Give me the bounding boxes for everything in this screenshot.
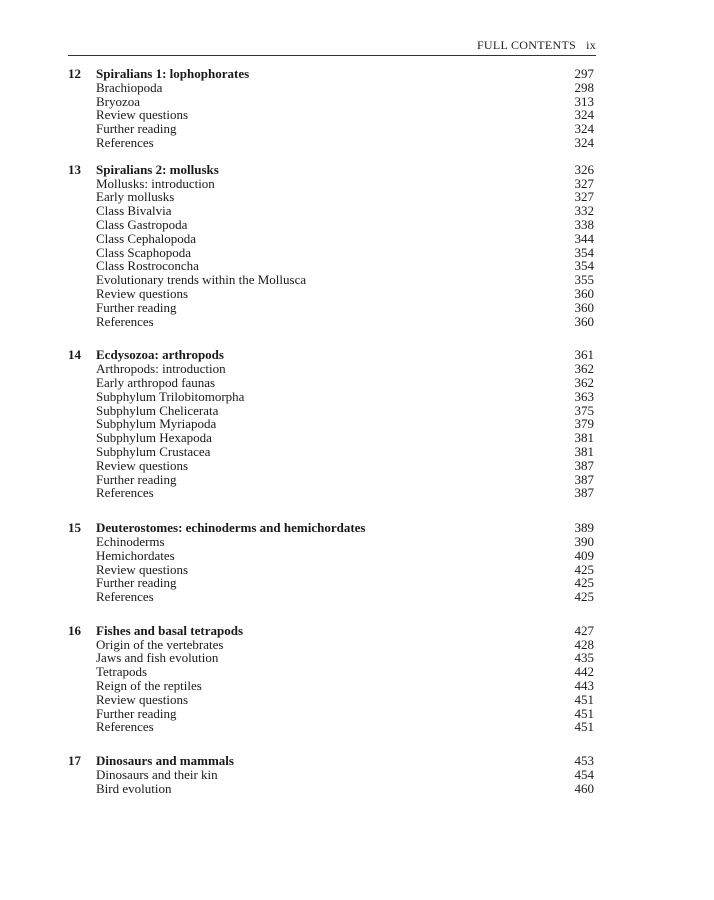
chapter-16 [68,624,596,734]
toc-entry-title: Tetrapods [96,664,148,680]
toc-entry[interactable] [68,190,596,204]
toc-entry-page-number: 451 [574,705,594,721]
running-head-title: FULL CONTENTS [476,38,577,52]
toc-entry[interactable] [68,445,596,459]
toc-entry-page-number: 327 [574,175,594,191]
chapter-page-number: 297 [574,66,594,81]
toc-entry-title: Subphylum Trilobitomorpha [96,388,245,404]
toc-entry[interactable] [68,473,596,487]
toc-entry-page-number: 379 [574,416,594,432]
toc-entry[interactable] [68,768,596,782]
toc-entry-title: Early arthropod faunas [96,374,216,390]
toc-entry[interactable] [68,122,596,136]
toc-entry-page-number: 313 [574,93,594,109]
chapter-12 [68,67,596,150]
chapter-number: 15 [68,520,81,536]
toc-entry[interactable] [68,486,596,500]
toc-entry-title: Echinoderms [96,533,165,549]
chapter-title: Ecdysozoa: arthropods [96,347,224,363]
chapter-title: Spiralians 2: mollusks [96,161,219,177]
toc-entry-title: Review questions [96,285,189,301]
toc-entry-page-number: 344 [574,230,594,246]
toc-entry-page-number: 381 [574,430,594,446]
toc-entry-title: Arthropods: introduction [96,361,226,377]
chapter-title: Spiralians 1: lophophorates [96,66,250,81]
toc-entry-title: Mollusks: introduction [96,175,215,191]
toc-entry[interactable] [68,679,596,693]
chapter-heading[interactable] [68,163,596,177]
toc-entry[interactable] [68,693,596,707]
toc-entry-title: Jaws and fish evolution [96,650,219,666]
toc-entry-page-number: 354 [574,258,594,274]
toc-entry-page-number: 360 [574,299,594,315]
toc-entry-title: Class Gastropoda [96,216,188,232]
toc-entry-page-number: 324 [574,107,594,123]
toc-entry-title: Further reading [96,705,177,721]
toc-entry-title: Class Bivalvia [96,203,172,219]
toc-entry-page-number: 451 [574,719,594,735]
toc-entry[interactable] [68,95,596,109]
toc-entry[interactable] [68,720,596,734]
toc-entry-title: Subphylum Hexapoda [96,430,212,446]
toc-entry-page-number: 387 [574,485,594,501]
chapter-title: Deuterostomes: echinoderms and hemichordates [96,520,366,536]
chapter-heading[interactable] [68,521,596,535]
chapter-number: 13 [68,161,81,177]
toc-entry[interactable] [68,232,596,246]
chapter-page-number: 453 [574,753,594,769]
chapter-15 [68,521,596,604]
toc-entry[interactable] [68,563,596,577]
toc-entry[interactable] [68,417,596,431]
toc-entry-title: Further reading [96,471,177,487]
chapter-number: 17 [68,753,81,769]
toc-entry-page-number: 387 [574,471,594,487]
toc-entry-title: Further reading [96,121,177,137]
header-rule [68,55,596,56]
chapter-number: 12 [68,66,81,81]
toc-entry-title: Class Rostroconcha [96,258,199,274]
toc-entry-page-number: 360 [574,313,594,329]
toc-entry-title: References [96,485,154,501]
toc-entry[interactable] [68,431,596,445]
chapter-number: 14 [68,347,81,363]
toc-entry-page-number: 375 [574,402,594,418]
toc-entry-page-number: 362 [574,374,594,390]
toc-entry[interactable] [68,782,596,796]
toc-entry-title: Further reading [96,299,177,315]
toc-entry-page-number: 354 [574,244,594,260]
toc-entry-page-number: 355 [574,272,594,288]
toc-entry[interactable] [68,638,596,652]
toc-entry-page-number: 362 [574,361,594,377]
toc-entry[interactable] [68,177,596,191]
toc-entry[interactable] [68,549,596,563]
toc-entry[interactable] [68,590,596,604]
toc-entry-page-number: 327 [574,189,594,205]
toc-entry[interactable] [68,136,596,150]
toc-entry-title: Review questions [96,457,189,473]
toc-entry-page-number: 425 [574,561,594,577]
chapter-13 [68,163,596,329]
toc-entry-page-number: 409 [574,547,594,563]
toc-entry-page-number: 460 [574,780,594,796]
toc-entry-page-number: 428 [574,636,594,652]
toc-entry-title: Subphylum Chelicerata [96,402,219,418]
toc-entry[interactable] [68,390,596,404]
toc-entry[interactable] [68,404,596,418]
toc-entry-title: Dinosaurs and their kin [96,767,218,783]
toc-entry-title: Review questions [96,561,189,577]
toc-entry-title: Subphylum Myriapoda [96,416,217,432]
toc-entry[interactable] [68,376,596,390]
toc-entry-page-number: 338 [574,216,594,232]
toc-entry[interactable] [68,81,596,95]
toc-entry[interactable] [68,459,596,473]
chapter-heading[interactable] [68,348,596,362]
chapter-14 [68,348,596,500]
toc-entry-page-number: 390 [574,533,594,549]
toc-entry-page-number: 435 [574,650,594,666]
toc-entry-page-number: 387 [574,457,594,473]
toc-entry-title: Further reading [96,575,177,591]
toc-entry[interactable] [68,665,596,679]
toc-entry-page-number: 381 [574,443,594,459]
toc-entry[interactable] [68,535,596,549]
toc-entry-title: References [96,134,154,150]
toc-entry-title: Subphylum Crustacea [96,443,211,459]
toc-entry-title: Class Cephalopoda [96,230,197,246]
toc-entry-title: Origin of the vertebrates [96,636,224,652]
toc-entry-page-number: 443 [574,678,594,694]
toc-entry-page-number: 451 [574,691,594,707]
toc-entry-title: References [96,313,154,329]
chapter-page-number: 361 [574,347,594,363]
toc-entry-title: Early mollusks [96,189,175,205]
chapter-title: Dinosaurs and mammals [96,753,234,769]
toc-entry-page-number: 425 [574,575,594,591]
chapter-page-number: 427 [574,622,594,638]
toc-entry-page-number: 360 [574,285,594,301]
toc-entry[interactable] [68,707,596,721]
toc-entry-page-number: 324 [574,134,594,150]
toc-entry-page-number: 332 [574,203,594,219]
toc-entry-title: Class Scaphopoda [96,244,191,260]
toc-entry[interactable] [68,218,596,232]
chapter-17 [68,754,596,795]
chapter-number: 16 [68,622,81,638]
toc-entry[interactable] [68,204,596,218]
chapter-title: Fishes and basal tetrapods [96,622,243,638]
toc-entry[interactable] [68,108,596,122]
toc-entry-title: References [96,719,154,735]
chapter-page-number: 326 [574,161,594,177]
toc-entry-title: Evolutionary trends within the Mollusca [96,272,307,288]
toc-entry[interactable] [68,259,596,273]
toc-entry-page-number: 324 [574,121,594,137]
toc-entry-page-number: 442 [574,664,594,680]
toc-entry[interactable] [68,287,596,301]
toc-entry[interactable] [68,651,596,665]
chapter-page-number: 389 [574,520,594,536]
toc-entry-title: References [96,589,154,605]
toc-entry-title: Bryozoa [96,93,141,109]
toc-entry[interactable] [68,362,596,376]
toc-entry-page-number: 298 [574,79,594,95]
toc-entry-title: Brachiopoda [96,79,163,95]
chapter-heading[interactable] [68,67,596,81]
chapter-heading[interactable] [68,754,596,768]
running-head-page-number: ix [586,38,596,52]
table-of-contents [68,67,596,796]
toc-entry-title: Review questions [96,691,189,707]
toc-entry-page-number: 454 [574,767,594,783]
toc-entry-title: Review questions [96,107,189,123]
toc-entry-title: Reign of the reptiles [96,678,202,694]
chapter-heading[interactable] [68,624,596,638]
toc-entry-page-number: 363 [574,388,594,404]
toc-entry[interactable] [68,315,596,329]
toc-entry[interactable] [68,273,596,287]
toc-entry[interactable] [68,576,596,590]
toc-entry-title: Hemichordates [96,547,175,563]
toc-entry[interactable] [68,246,596,260]
toc-entry[interactable] [68,301,596,315]
toc-entry-title: Bird evolution [96,780,172,796]
toc-entry-page-number: 425 [574,589,594,605]
running-head [477,38,596,53]
